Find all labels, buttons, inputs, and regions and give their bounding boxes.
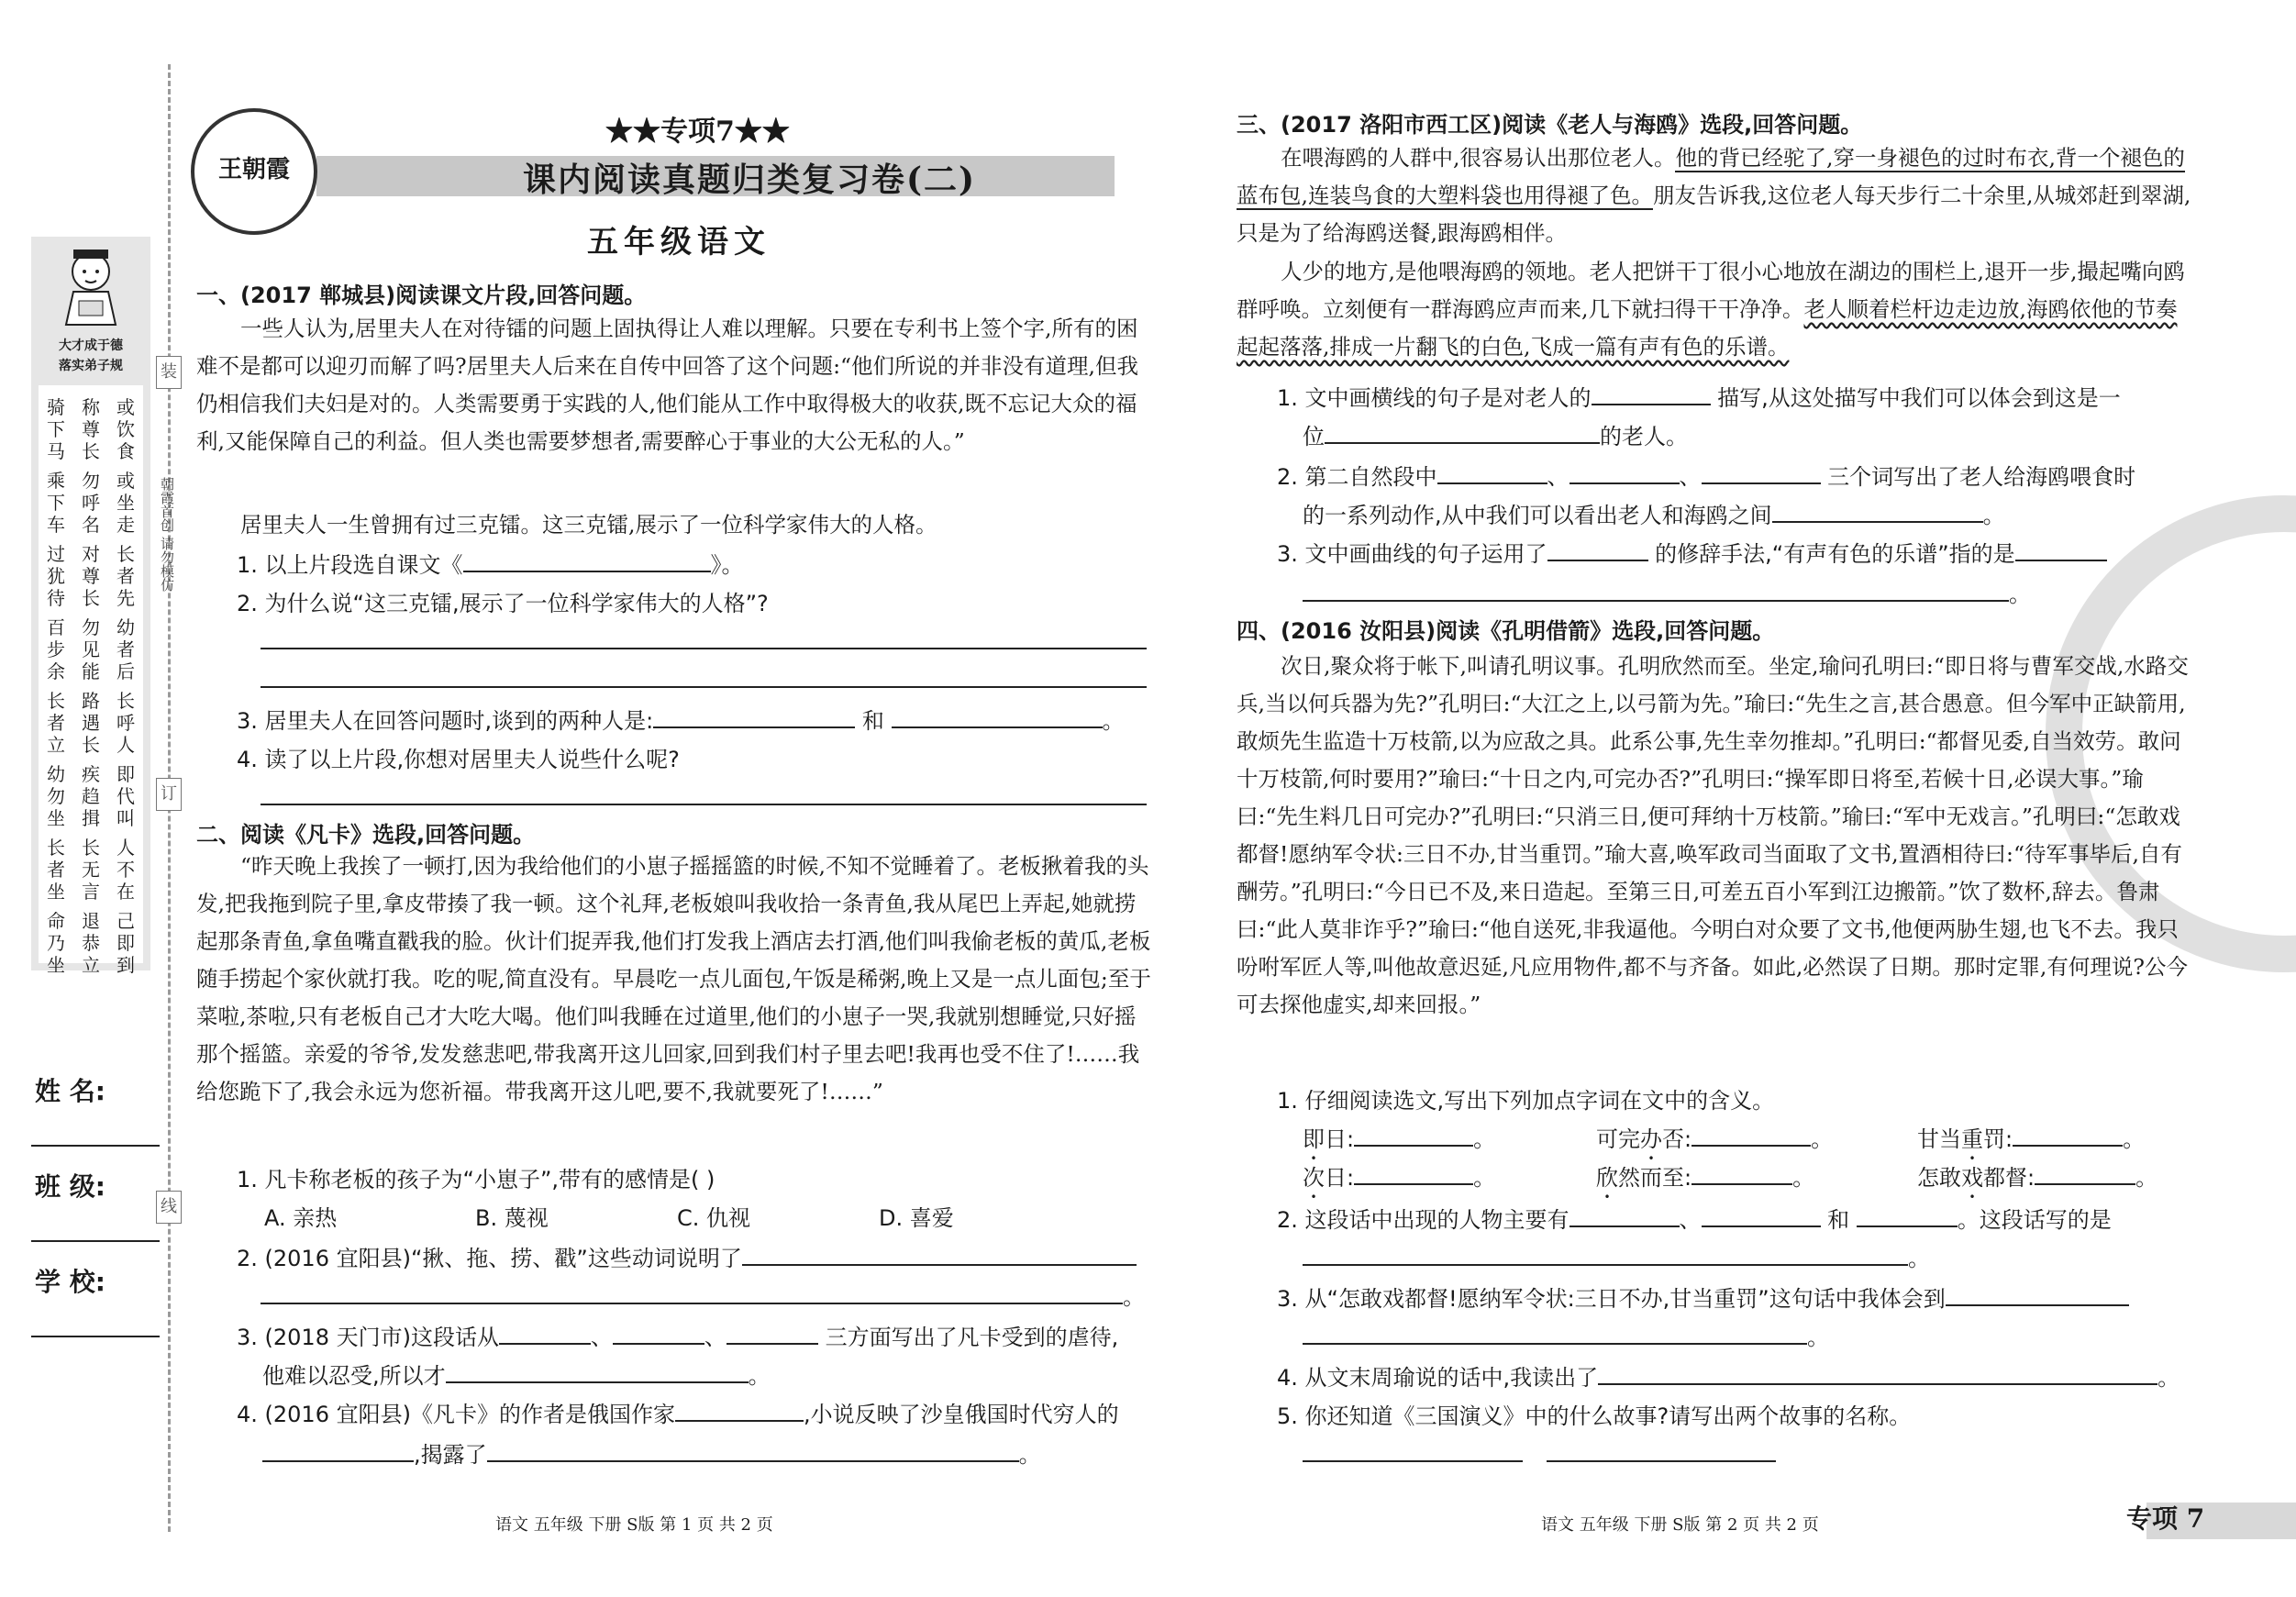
- term-text: 。: [1811, 1126, 1834, 1152]
- question-text: 。: [1018, 1442, 1041, 1468]
- rule-char: 下: [47, 492, 65, 514]
- question-text: 3. 文中画曲线的句子运用了: [1277, 541, 1547, 567]
- answer-blank[interactable]: [1946, 1284, 2129, 1306]
- term-text: 可完: [1596, 1126, 1640, 1152]
- brand-name: 王朝霞: [217, 156, 290, 183]
- rule-char: 见: [82, 638, 100, 660]
- rule-char: 人: [116, 837, 135, 859]
- term-text: 罚:: [1983, 1126, 2013, 1152]
- question-text: 的一系列动作,从中我们可以看出老人和海鸥之间: [1303, 503, 1772, 528]
- rule-char: 到: [116, 954, 135, 976]
- passage-text: 。坐定,瑜问孔明曰:“即日将与曹军交战,水路交兵,当以何兵器为先?”孔明曰:“大江之上,以弓箭为先。”瑜曰:“先生之言,甚合愚意。但今军中正缺箭用,敢烦先生监造十万枝箭,以为应敌之具。此系公事,先生幸勿推却。”孔明曰:“都督见委,自当效劳。敢问十万枝箭,何时要用?”瑜曰:“十日之内,可完办否?”孔明曰:“操军即日将至,若候十日,必误大事。”瑜曰:“先生料几日可完办?”孔明曰:“只消三日,便可拜纳十万枝箭。”瑜曰:“军中无戏言。”孔明曰:“怎敢戏都督!愿纳军令状:三日不办,甘当重罚。”瑜大喜,唤军政司当面取了文书,置酒相待曰:“待军事毕后,自有酬劳。”孔明曰:“今日已不及,来日造起。至第三日,可差五百小军到江边搬箭。”饮了数杯,辞去。鲁肃曰:“此人莫非诈乎?”瑜曰:“他自送死,非我逼他。今明白对众要了文书,他便两胁生翅,也飞不去。我只吩咐军匠人等,叫他故意迟延,凡应用物件,都不与齐备。如此,必然误了日期。那时定罪,有何理说?公今可去探他虚实,却来回报。”: [1237, 653, 2189, 1017]
- rules-column: [81, 396, 101, 976]
- rule-char: 坐: [47, 881, 65, 903]
- question-text: 1. 以上片段选自课文《: [237, 552, 463, 578]
- term-text: 。: [2135, 1165, 2158, 1191]
- dotted-char: 即: [1303, 1126, 1325, 1152]
- name-field[interactable]: [31, 1145, 160, 1147]
- term-text: 怎敢: [1917, 1165, 1961, 1191]
- rule-char: 叫: [116, 807, 135, 829]
- name-label: 姓 名:: [35, 1076, 105, 1106]
- question-text: 4. (2016 宜阳县)《凡卡》的作者是俄国作家: [237, 1402, 675, 1427]
- term-text: 否:: [1662, 1126, 1692, 1152]
- answer-blank[interactable]: [1691, 1163, 1792, 1185]
- question-text: 。: [1102, 708, 1125, 734]
- term-item: [1303, 1159, 1596, 1203]
- question-text: 描写,从这处描写中我们可以体会到这是一: [1717, 385, 2121, 411]
- page-title: 课内阅读真题归类复习卷(二): [523, 161, 977, 199]
- question: [1277, 1281, 2129, 1313]
- rule-char: 者: [116, 638, 135, 660]
- rule-char: 勿: [82, 616, 100, 638]
- question-text: 位: [1303, 424, 1325, 449]
- motto-line: 落实弟子规: [59, 359, 123, 373]
- terms-row: [1303, 1159, 2220, 1203]
- question-continued: [1303, 576, 2031, 608]
- passage-text: 人少的地方,是他喂海鸥的领地。老人把饼干丁很小心地放在湖边的围栏上,退开一步,撮起嘴向鸥群呼唤。立刻便有一群海鸥应声而来,几下就扫得干干净净。: [1237, 259, 2185, 322]
- rule-char: 疾: [82, 763, 100, 785]
- rule-char: 己: [116, 910, 135, 932]
- passage: [1237, 253, 2195, 366]
- rule-char: 名: [82, 514, 100, 536]
- fold-label: 线: [156, 1191, 182, 1224]
- question: [237, 1240, 1137, 1272]
- question: [1277, 380, 2121, 412]
- question-text: 的老人。: [1600, 424, 1688, 449]
- question-text: 。这段话写的是: [1957, 1207, 2112, 1233]
- question: [1277, 1359, 2180, 1392]
- question: [237, 703, 1125, 735]
- rule-char: 先: [116, 587, 135, 609]
- answer-blank[interactable]: [1437, 462, 1547, 484]
- answer-blank[interactable]: [2035, 1163, 2135, 1185]
- question-text: 。: [2009, 582, 2031, 607]
- answer-blank[interactable]: [675, 1400, 804, 1422]
- rules-box: [39, 385, 143, 976]
- rule-char: 呼: [116, 712, 135, 734]
- answer-line[interactable]: [261, 686, 1147, 688]
- answer-blank[interactable]: [892, 706, 1103, 728]
- wavy-underlined-sentence: 老人顺着栏杆边走边放,海鸥依他的节奏起起落落,排成一片翻飞的白色,飞成一篇有声有色的乐谱。: [1237, 296, 2178, 360]
- rule-char: 下: [47, 418, 65, 440]
- rule-char: 勿: [82, 470, 100, 492]
- rule-char: 待: [47, 587, 65, 609]
- rule-char: 坐: [116, 492, 135, 514]
- term-item: [1596, 1159, 1917, 1203]
- school-label: 学 校:: [35, 1267, 105, 1297]
- rule-char: 幼: [47, 763, 65, 785]
- section-title: 一、(2017 郸城县)阅读课文片段,回答问题。: [196, 283, 647, 308]
- question: 4. 读了以上片段,你想对居里夫人说些什么呢?: [237, 747, 680, 772]
- question-text: ,小说反映了沙皇俄国时代穷人的: [803, 1402, 1119, 1427]
- answer-blank[interactable]: [261, 1282, 1123, 1304]
- question-text: 3. 从“怎敢戏都督!愿纳军令状:三日不办,甘当重罚”这句话中我体会到: [1277, 1286, 1946, 1312]
- rule-char: 即: [116, 763, 135, 785]
- question-text: 4. 从文末周瑜说的话中,我读出了: [1277, 1365, 1599, 1391]
- question-text: 。: [1908, 1246, 1930, 1271]
- dotted-char: 戏: [1961, 1165, 1983, 1191]
- question: [1277, 459, 2135, 491]
- question-text: 他难以忍受,所以才: [262, 1363, 446, 1389]
- answer-blank[interactable]: [1354, 1163, 1473, 1185]
- answer-blank[interactable]: [1702, 462, 1821, 484]
- term-text: 。: [1473, 1126, 1496, 1152]
- question-text: 1. 文中画横线的句子是对老人的: [1277, 385, 1592, 411]
- rule-char: 坐: [47, 807, 65, 829]
- dotted-char: 次: [1303, 1165, 1325, 1191]
- terms-row: [1303, 1121, 2220, 1165]
- school-field[interactable]: [31, 1336, 160, 1337]
- rule-char: 呼: [82, 492, 100, 514]
- rule-char: 或: [116, 470, 135, 492]
- rule-char: 后: [116, 660, 135, 682]
- rule-char: 长: [47, 837, 65, 859]
- rule-char: 余: [47, 660, 65, 682]
- question: 1. 仔细阅读选文,写出下列加点字词在文中的含义。: [1277, 1088, 1775, 1114]
- passage: [1237, 648, 2195, 1024]
- answer-line[interactable]: [1303, 1460, 1523, 1462]
- term-text: 日:: [1325, 1126, 1355, 1152]
- question-text: 。: [1123, 1284, 1145, 1310]
- answer-line[interactable]: [261, 648, 1147, 649]
- option-c[interactable]: C. 仇视: [677, 1205, 751, 1231]
- question-text: 。: [2157, 1365, 2180, 1391]
- corner-label: 专项 7: [2126, 1503, 2205, 1534]
- term-text: 然而至:: [1618, 1165, 1692, 1191]
- option-d[interactable]: D. 喜爱: [879, 1205, 954, 1231]
- answer-blank[interactable]: [1702, 1205, 1821, 1227]
- scholar-mascot-icon: [53, 244, 128, 327]
- motto: [35, 336, 147, 376]
- rule-char: 不: [116, 859, 135, 881]
- rule-char: 犹: [47, 565, 65, 587]
- answer-blank[interactable]: [653, 706, 855, 728]
- answer-blank[interactable]: [1547, 539, 1648, 561]
- options-row: [264, 1200, 1090, 1232]
- underlined-sentence: 他的背已经驼了,穿一身褪色的过时布衣,背一个褪色的蓝布包,连装鸟食的大塑料袋也用得褪了色。: [1237, 145, 2185, 208]
- rule-char: 过: [47, 543, 65, 565]
- answer-blank[interactable]: [1303, 1244, 1908, 1266]
- rules-column: [116, 396, 136, 976]
- option-a[interactable]: A. 亲热: [264, 1205, 338, 1231]
- answer-blank[interactable]: [446, 1361, 749, 1383]
- question: [237, 1319, 1118, 1351]
- rule-char: 马: [47, 440, 65, 462]
- rule-char: 走: [116, 514, 135, 536]
- question-text: 、: [590, 1325, 613, 1350]
- question: [237, 1396, 1119, 1428]
- rule-char: 车: [47, 514, 65, 536]
- passage: [1237, 139, 2195, 252]
- answer-blank[interactable]: [2013, 1125, 2123, 1147]
- rule-char: 长: [116, 690, 135, 712]
- answer-blank[interactable]: [487, 1440, 1019, 1462]
- rule-char: 者: [47, 859, 65, 881]
- side-vertical-note: 朝霞首创 请勿模仿: [159, 477, 175, 592]
- rule-char: 无: [82, 859, 100, 881]
- question-continued: [1303, 418, 1688, 450]
- rule-char: 立: [82, 954, 100, 976]
- question-text: 。: [1982, 503, 2005, 528]
- question-text: 》。: [710, 552, 744, 578]
- rule-char: 人: [116, 734, 135, 756]
- answer-blank[interactable]: [1592, 383, 1711, 405]
- question-text: 2. 这段话中出现的人物主要有: [1277, 1207, 1569, 1233]
- passage-text: 欣然而至: [1660, 653, 1747, 679]
- term-text: 。: [1473, 1165, 1496, 1191]
- dotted-char: 重: [1961, 1126, 1983, 1152]
- rule-char: 长: [82, 837, 100, 859]
- question-text: ,揭露了: [414, 1442, 487, 1468]
- answer-blank[interactable]: [727, 1323, 818, 1345]
- answer-blank[interactable]: [1857, 1205, 1958, 1227]
- footer-right: 语文 五年级 下册 S版 第 2 页 共 2 页: [1541, 1515, 1819, 1535]
- question-text: 和: [861, 708, 884, 734]
- answer-blank[interactable]: [742, 1244, 1137, 1266]
- section-title: 四、(2016 汝阳县)阅读《孔明借箭》选段,回答问题。: [1237, 618, 1775, 644]
- passage-text: 在喂海鸥的人群中,很容易认出那位老人。: [1281, 145, 1676, 171]
- answer-blank[interactable]: [1303, 580, 2009, 602]
- side-panel: [31, 237, 150, 976]
- answer-blank[interactable]: [1772, 501, 1983, 523]
- question-continued: [1303, 1240, 1930, 1272]
- dotted-char: 办: [1640, 1126, 1662, 1152]
- question: [1277, 1202, 2112, 1234]
- rule-char: 长: [116, 543, 135, 565]
- question-text: 。: [1807, 1325, 1829, 1350]
- rule-char: 退: [82, 910, 100, 932]
- rule-char: 能: [82, 660, 100, 682]
- passage: 居里夫人一生曾拥有过三克镭。这三克镭,展示了一位科学家伟大的人格。: [240, 512, 937, 538]
- term-item: [1303, 1121, 1596, 1165]
- term-text: 都督:: [1983, 1165, 2035, 1191]
- answer-blank[interactable]: [1325, 422, 1600, 444]
- rule-char: 揖: [82, 807, 100, 829]
- question-continued: [262, 1436, 1041, 1469]
- answer-line[interactable]: [261, 804, 1147, 805]
- answer-blank[interactable]: [499, 1323, 591, 1345]
- question-text: 2. (2016 宜阳县)“揪、拖、捞、戳”这些动词说明了: [237, 1246, 742, 1271]
- rule-char: 命: [47, 910, 65, 932]
- brand-emblem-logo: [191, 108, 317, 235]
- answer-blank[interactable]: [1691, 1125, 1811, 1147]
- question-continued: [261, 1279, 1145, 1311]
- rule-char: 者: [116, 565, 135, 587]
- rule-char: 勿: [47, 785, 65, 807]
- rule-char: 长: [82, 734, 100, 756]
- question-continued: [1303, 497, 2005, 529]
- rule-char: 恭: [82, 932, 100, 954]
- dotted-char: 欣: [1596, 1165, 1618, 1191]
- rule-char: 代: [116, 785, 135, 807]
- answer-blank[interactable]: [613, 1323, 704, 1345]
- class-label: 班 级:: [35, 1171, 105, 1202]
- rules-column: [46, 396, 66, 976]
- rule-char: 者: [47, 712, 65, 734]
- answer-line[interactable]: [1547, 1460, 1776, 1462]
- rule-char: 百: [47, 616, 65, 638]
- question: [1277, 536, 2107, 568]
- rule-char: 步: [47, 638, 65, 660]
- passage-text: 次日,聚众将于帐下,叫请孔明议事。孔明: [1281, 653, 1661, 679]
- fold-label: 订: [156, 778, 182, 811]
- subject-label: 五年级语文: [587, 224, 771, 261]
- question-continued: [1303, 1319, 1829, 1351]
- rule-char: 即: [116, 932, 135, 954]
- rule-char: 骑: [47, 396, 65, 418]
- term-text: 甘当: [1917, 1126, 1961, 1152]
- answer-blank[interactable]: [1354, 1125, 1473, 1147]
- footer-left: 语文 五年级 下册 S版 第 1 页 共 2 页: [495, 1515, 773, 1535]
- class-field[interactable]: [31, 1240, 160, 1242]
- answer-blank[interactable]: [1569, 1205, 1680, 1227]
- question-text: 3. 居里夫人在回答问题时,谈到的两种人是:: [237, 708, 654, 734]
- rule-char: 尊: [82, 565, 100, 587]
- answer-blank[interactable]: [1598, 1363, 2157, 1385]
- question-text: 、: [1679, 1207, 1702, 1233]
- rule-char: 路: [82, 690, 100, 712]
- term-text: 日:: [1325, 1165, 1355, 1191]
- rule-char: 趋: [82, 785, 100, 807]
- rule-char: 尊: [82, 418, 100, 440]
- fold-label: 装: [156, 356, 182, 389]
- option-b[interactable]: B. 蔑视: [475, 1205, 549, 1231]
- question-text: 、: [1547, 464, 1569, 490]
- question-text: 、: [704, 1325, 727, 1350]
- question-text: 2. 第二自然段中: [1277, 464, 1437, 490]
- rule-char: 言: [82, 881, 100, 903]
- question-text: 和: [1827, 1207, 1850, 1233]
- answer-blank[interactable]: [463, 550, 711, 572]
- rule-char: 称: [82, 396, 100, 418]
- answer-blank[interactable]: [262, 1440, 414, 1462]
- section-title: 二、阅读《凡卡》选段,回答问题。: [196, 822, 536, 848]
- rule-char: 长: [47, 690, 65, 712]
- answer-blank[interactable]: [2015, 539, 2107, 561]
- passage-text: 朋友告诉我,这位老人每天步行二十余里,从城郊赶到翠湖,只是为了给海鸥送餐,跟海鸥相伴。: [1237, 183, 2191, 246]
- term-item: [1917, 1121, 2211, 1165]
- rule-char: 坐: [47, 954, 65, 976]
- rule-char: 长: [82, 587, 100, 609]
- question-text: 3. (2018 天门市)这段话从: [237, 1325, 499, 1350]
- term-text: 。: [1792, 1165, 1815, 1191]
- term-text: 。: [2123, 1126, 2146, 1152]
- question-text: 。: [748, 1363, 771, 1389]
- rule-char: 乘: [47, 470, 65, 492]
- passage: “昨天晚上我挨了一顿打,因为我给他们的小崽子摇摇篮的时候,不知不觉睡着了。老板揪着我的头发,把我拖到院子里,拿皮带揍了我一顿。这个礼拜,老板娘叫我收拾一条青鱼,我从尾巴上弄起,她就捞起那条青鱼,拿鱼嘴直戳我的脸。伙计们捉弄我,他们打发我上酒店去打酒,他们叫我偷老板的黄瓜,老板随手捞起个家伙就打我。吃的呢,简直没有。早晨吃一点儿面包,午饭是稀粥,晚上又是一点儿面包;至于菜啦,茶啦,只有老板自己才大吃大喝。他们叫我睡在过道里,他们的小崽子一哭,我就别想睡觉,只好摇那个摇篮。亲爱的爷爷,发发慈悲吧,带我离开这儿回家,回到我们村子里去吧!我再也受不住了!……我给您跪下了,我会永远为您祈福。带我离开这儿吧,要不,我就要死了!……”: [196, 853, 1151, 1104]
- question-continued: [262, 1358, 771, 1390]
- section-title: 三、(2017 洛阳市西工区)阅读《老人与海鸥》选段,回答问题。: [1237, 112, 1863, 138]
- rule-char: 食: [116, 440, 135, 462]
- rule-char: 遇: [82, 712, 100, 734]
- question: [237, 547, 744, 579]
- answer-blank[interactable]: [1569, 462, 1680, 484]
- question: 5. 你还知道《三国演义》中的什么故事?请写出两个故事的名称。: [1277, 1403, 1912, 1429]
- question-text: 三方面写出了凡卡受到的虐待,: [825, 1325, 1119, 1350]
- term-item: [1917, 1159, 2211, 1203]
- question: 2. 为什么说“这三克镭,展示了一位科学家伟大的人格”?: [237, 591, 769, 616]
- question-text: 、: [1679, 464, 1702, 490]
- rule-char: 饮: [116, 418, 135, 440]
- rule-char: 乃: [47, 932, 65, 954]
- passage: 一些人认为,居里夫人在对待镭的问题上固执得让人难以理解。只要在专利书上签个字,所有的困难不是都可以迎刃而解了吗?居里夫人后来在自传中回答了这个问题:“他们所说的并非没有道理,但我仍相信我们夫妇是对的。人类需要勇于实践的人,他们能从工作中取得极大的收获,既不忘记大众的福利,又能保障自己的利益。但人类也需要梦想者,需要醉心于事业的大公无私的人。”: [196, 316, 1138, 454]
- answer-blank[interactable]: [1303, 1323, 1807, 1345]
- rule-char: 或: [116, 396, 135, 418]
- rule-char: 幼: [116, 616, 135, 638]
- question-text: 的修辞手法,“有声有色的乐谱”指的是: [1655, 541, 2015, 567]
- question-text: 三个词写出了老人给海鸥喂食时: [1827, 464, 2136, 490]
- series-label: ★★专项7★★: [605, 116, 790, 148]
- question: 1. 凡卡称老板的孩子为“小崽子”,带有的感情是( ): [237, 1167, 715, 1192]
- rule-char: 对: [82, 543, 100, 565]
- motto-line: 大才成于德: [59, 338, 123, 353]
- rule-char: 在: [116, 881, 135, 903]
- rule-char: 长: [82, 440, 100, 462]
- rule-char: 立: [47, 734, 65, 756]
- term-item: [1596, 1121, 1917, 1165]
